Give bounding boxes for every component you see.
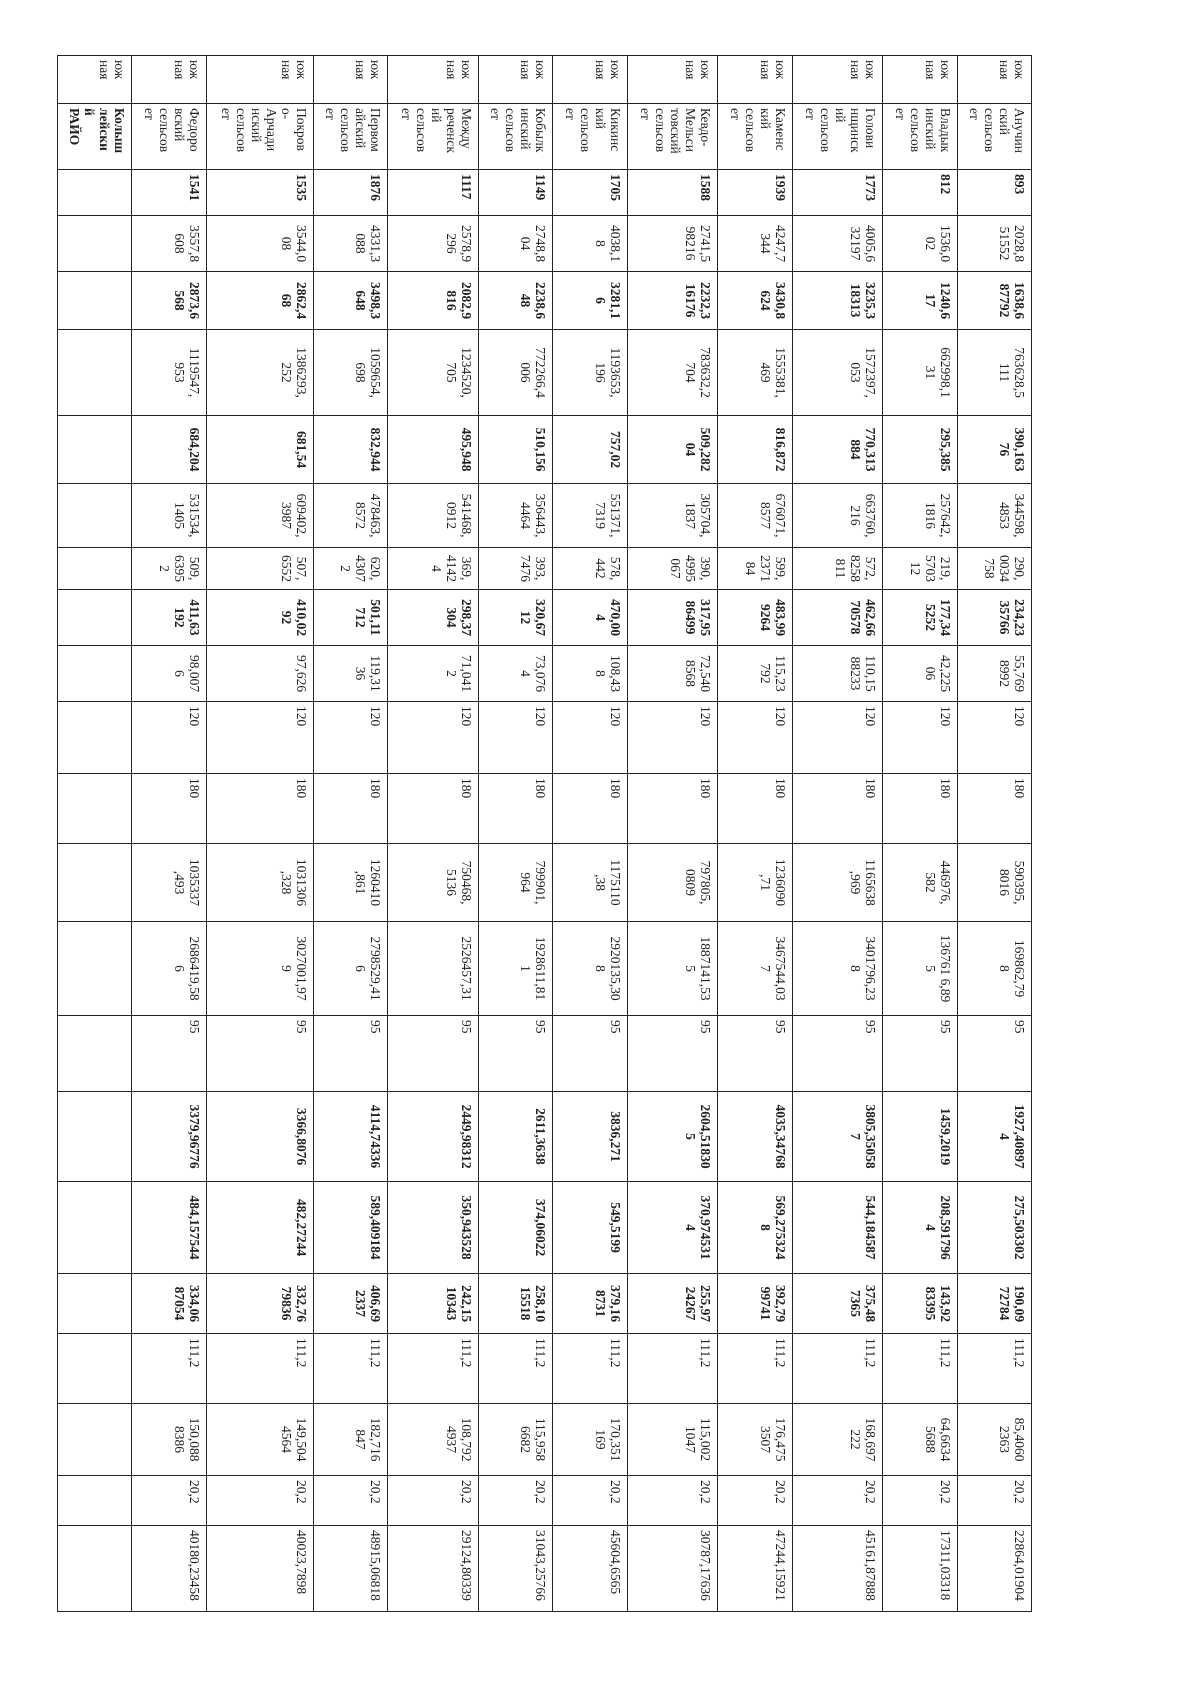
table-cell: 180 xyxy=(553,774,627,844)
table-cell: 111,2 xyxy=(792,1334,883,1404)
table-cell: 3836,271 xyxy=(553,1092,627,1182)
table-cell: 541468, 0912 xyxy=(388,484,479,548)
table-cell: 111,2 xyxy=(313,1334,387,1404)
table-cell: 255,97 24267 xyxy=(627,1274,718,1334)
table-cell: 1386293, 252 xyxy=(206,330,313,416)
table-cell: 501,11 712 xyxy=(313,590,387,646)
table-cell: 95 xyxy=(132,1016,206,1092)
table-cell: 111,2 xyxy=(553,1334,627,1404)
table-row xyxy=(206,56,313,1612)
table-cell: 71,041 2 xyxy=(388,646,479,702)
table-cell xyxy=(58,1526,132,1612)
table-cell: 3366,8076 xyxy=(206,1092,313,1182)
table-cell: юж ная xyxy=(313,56,387,104)
table-cell: 55,769 8992 xyxy=(957,646,1031,702)
table-cell: 410,02 92 xyxy=(206,590,313,646)
table-cell: 2449,98312 xyxy=(388,1092,479,1182)
table-cell: 180 xyxy=(313,774,387,844)
table-cell xyxy=(58,1404,132,1476)
table-cell: юж ная xyxy=(478,56,552,104)
table-cell: 484,157544 xyxy=(132,1182,206,1274)
table-cell: 180 xyxy=(132,774,206,844)
table-cell: юж ная xyxy=(553,56,627,104)
table-cell: юж ная xyxy=(388,56,479,104)
table-cell: 2232,3 16176 xyxy=(627,272,718,330)
table-cell: 1459,2019 xyxy=(883,1092,957,1182)
table-cell: 1928611,81 1 xyxy=(478,922,552,1016)
table-cell: 470,00 4 xyxy=(553,590,627,646)
table-cell: 111,2 xyxy=(132,1334,206,1404)
table-cell: 772266,4 006 xyxy=(478,330,552,416)
table-cell: 180 xyxy=(478,774,552,844)
data-table xyxy=(57,55,1032,1612)
table-cell: 1240,6 17 xyxy=(883,272,957,330)
table-cell: Владык инский сельсов ет xyxy=(883,104,957,170)
table-cell: 64,6634 5688 xyxy=(883,1404,957,1476)
table-cell xyxy=(58,1274,132,1334)
table-cell: 20,2 xyxy=(957,1476,1031,1526)
table-cell: 1035337 ,493 xyxy=(132,844,206,922)
table-cell: 812 xyxy=(883,170,957,216)
table-cell: 120 xyxy=(627,702,718,774)
table-row xyxy=(627,56,718,1612)
table-cell: 20,2 xyxy=(313,1476,387,1526)
table-cell: 390, 4995 067 xyxy=(627,548,718,590)
table-cell: Кевдо- Мельси товский сельсов ет xyxy=(627,104,718,170)
table-cell: 120 xyxy=(313,702,387,774)
table-cell xyxy=(58,1016,132,1092)
table-cell xyxy=(58,416,132,484)
table-cell: 446976, 582 xyxy=(883,844,957,922)
table-cell: 1535 xyxy=(206,170,313,216)
table-cell: 295,385 xyxy=(883,416,957,484)
table-cell: 3401796,23 8 xyxy=(792,922,883,1016)
table-cell: 1236090 ,71 xyxy=(718,844,792,922)
table-cell: 1119547, 953 xyxy=(132,330,206,416)
table-cell: 45161,87888 xyxy=(792,1526,883,1612)
table-cell: 95 xyxy=(313,1016,387,1092)
table-cell: Каменс кий сельсов ет xyxy=(718,104,792,170)
table-cell: 98,007 6 xyxy=(132,646,206,702)
table-cell: 257642, 1816 xyxy=(883,484,957,548)
table-cell xyxy=(58,484,132,548)
table-cell: 411,63 192 xyxy=(132,590,206,646)
table-cell: 370,974531 4 xyxy=(627,1182,718,1274)
table-cell: 763628,5 111 xyxy=(957,330,1031,416)
table-cell: 770,313 884 xyxy=(792,416,883,484)
table-cell: юж ная xyxy=(206,56,313,104)
table-cell: юж ная xyxy=(718,56,792,104)
table-cell: 219, 5703 12 xyxy=(883,548,957,590)
table-row xyxy=(957,56,1031,1612)
table-cell: 1773 xyxy=(792,170,883,216)
table-cell: 120 xyxy=(206,702,313,774)
table-cell: 334,06 87054 xyxy=(132,1274,206,1334)
table-cell: 406,69 2337 xyxy=(313,1274,387,1334)
table-cell: 3805,35058 7 xyxy=(792,1092,883,1182)
table-cell xyxy=(58,272,132,330)
table-cell: 3281,1 6 xyxy=(553,272,627,330)
table-cell: 110,15 88233 xyxy=(792,646,883,702)
table-cell: 589,409184 xyxy=(313,1182,387,1274)
table-cell: 20,2 xyxy=(206,1476,313,1526)
table-cell: 208,591796 4 xyxy=(883,1182,957,1274)
table-cell: 95 xyxy=(957,1016,1031,1092)
table-cell: 45604,6565 xyxy=(553,1526,627,1612)
table-cell: 95 xyxy=(792,1016,883,1092)
table-cell: 1927,40897 4 xyxy=(957,1092,1031,1182)
table-cell: 177,34 5252 xyxy=(883,590,957,646)
table-cell: 169862,79 8 xyxy=(957,922,1031,1016)
table-cell: 320,67 12 xyxy=(478,590,552,646)
table-cell: Кобылк инский сельсов ет xyxy=(478,104,552,170)
table-cell: 356443, 4464 xyxy=(478,484,552,548)
table-cell: 2028,8 51552 xyxy=(957,216,1031,272)
table-cell: 799901, 964 xyxy=(478,844,552,922)
table-cell: 344598, 4853 xyxy=(957,484,1031,548)
table-cell: 95 xyxy=(206,1016,313,1092)
table-cell: 136761 6,89 5 xyxy=(883,922,957,1016)
table-cell: 509,282 04 xyxy=(627,416,718,484)
table-cell: 20,2 xyxy=(553,1476,627,1526)
table-cell: 111,2 xyxy=(478,1334,552,1404)
table-cell: 1876 xyxy=(313,170,387,216)
table-cell: 190,09 72784 xyxy=(957,1274,1031,1334)
table-cell: 111,2 xyxy=(206,1334,313,1404)
table-cell xyxy=(58,170,132,216)
table-cell: 1175110 ,38 xyxy=(553,844,627,922)
table-cell: 48915,06818 xyxy=(313,1526,387,1612)
table-cell: 2611,3638 xyxy=(478,1092,552,1182)
table-cell: 832,944 xyxy=(313,416,387,484)
table-cell: 350,943528 xyxy=(388,1182,479,1274)
table-cell: 317,95 86499 xyxy=(627,590,718,646)
table-row xyxy=(478,56,552,1612)
table-cell: 180 xyxy=(718,774,792,844)
table-cell xyxy=(58,330,132,416)
table-cell: 182,716 847 xyxy=(313,1404,387,1476)
table-cell: 120 xyxy=(388,702,479,774)
table-cell: 2748,8 04 xyxy=(478,216,552,272)
table-cell: 2578,9 296 xyxy=(388,216,479,272)
table-cell: 97,626 xyxy=(206,646,313,702)
table-cell: 2873,6 568 xyxy=(132,272,206,330)
table-row xyxy=(388,56,479,1612)
table-cell xyxy=(58,844,132,922)
table-cell: 3498,3 648 xyxy=(313,272,387,330)
table-cell: 2604,51830 5 xyxy=(627,1092,718,1182)
table-cell: 3027001,97 9 xyxy=(206,922,313,1016)
table-cell: 1572397, 053 xyxy=(792,330,883,416)
table-cell: 143,92 83395 xyxy=(883,1274,957,1334)
table-cell: 1031306 ,328 xyxy=(206,844,313,922)
table-cell: 3379,96776 xyxy=(132,1092,206,1182)
table-cell: 757,02 xyxy=(553,416,627,484)
table-cell: 120 xyxy=(132,702,206,774)
table-cell: 108,43 8 xyxy=(553,646,627,702)
table-cell: 150,088 8386 xyxy=(132,1404,206,1476)
table-cell: 1149 xyxy=(478,170,552,216)
table-cell: 111,2 xyxy=(388,1334,479,1404)
table-cell: юж ная xyxy=(957,56,1031,104)
table-cell: 2920135,30 8 xyxy=(553,922,627,1016)
table-cell: 20,2 xyxy=(478,1476,552,1526)
table-cell: 95 xyxy=(627,1016,718,1092)
table-cell: 180 xyxy=(883,774,957,844)
table-cell: 507, 6552 xyxy=(206,548,313,590)
table-cell: 242,15 10343 xyxy=(388,1274,479,1334)
table-cell: 4038,1 8 xyxy=(553,216,627,272)
table-cell xyxy=(58,774,132,844)
table-cell: 115,23 792 xyxy=(718,646,792,702)
table-cell: 369, 4142 4 xyxy=(388,548,479,590)
table-cell: 1588 xyxy=(627,170,718,216)
table-cell: 3430,8 624 xyxy=(718,272,792,330)
table-cell: 590395, 8016 xyxy=(957,844,1031,922)
table-cell: 111,2 xyxy=(627,1334,718,1404)
table-cell: 332,76 79836 xyxy=(206,1274,313,1334)
table-cell: 95 xyxy=(883,1016,957,1092)
table-row xyxy=(58,56,132,1612)
table-cell xyxy=(58,1182,132,1274)
table-cell: 298,37 304 xyxy=(388,590,479,646)
table-cell: 120 xyxy=(478,702,552,774)
table-cell: 120 xyxy=(718,702,792,774)
table-cell: 4005,6 32197 xyxy=(792,216,883,272)
table-cell: 478463, 8572 xyxy=(313,484,387,548)
table-cell: 2686419,58 6 xyxy=(132,922,206,1016)
table-cell: Голови нщинск ий сельсов ет xyxy=(792,104,883,170)
table-cell: 681,54 xyxy=(206,416,313,484)
table-cell: 275,503302 xyxy=(957,1182,1031,1274)
table-cell: 95 xyxy=(478,1016,552,1092)
table-body xyxy=(58,56,1032,1612)
table-cell: 115,958 6682 xyxy=(478,1404,552,1476)
table-cell: 1234520, 705 xyxy=(388,330,479,416)
table-cell xyxy=(58,216,132,272)
table-cell: 609402, 3987 xyxy=(206,484,313,548)
table-cell: 4247,7 344 xyxy=(718,216,792,272)
table-cell: 2798529,41 6 xyxy=(313,922,387,1016)
table-cell: 180 xyxy=(957,774,1031,844)
table-row xyxy=(313,56,387,1612)
table-cell: 662998,1 31 xyxy=(883,330,957,416)
table-cell: 20,2 xyxy=(388,1476,479,1526)
table-cell: 17311,03318 xyxy=(883,1526,957,1612)
table-cell: 509, 6395 2 xyxy=(132,548,206,590)
table-cell: Между реченск ий сельсов ет xyxy=(388,104,479,170)
table-cell: 290, 0034 758 xyxy=(957,548,1031,590)
table-cell: 684,204 xyxy=(132,416,206,484)
table-cell: 390,163 76 xyxy=(957,416,1031,484)
table-cell: 4331,3 088 xyxy=(313,216,387,272)
rotated-document-page xyxy=(57,55,1032,1611)
table-cell: 676071, 8577 xyxy=(718,484,792,548)
table-row xyxy=(132,56,206,1612)
table-cell: 1193653, 196 xyxy=(553,330,627,416)
table-cell xyxy=(58,646,132,702)
table-cell: 482,27244 xyxy=(206,1182,313,1274)
table-cell: 1541 xyxy=(132,170,206,216)
table-cell: 1260410 ,861 xyxy=(313,844,387,922)
table-cell: 305704, 1837 xyxy=(627,484,718,548)
table-cell xyxy=(58,1334,132,1404)
table-cell: 95 xyxy=(388,1016,479,1092)
table-cell: 2238,6 48 xyxy=(478,272,552,330)
table-cell: 551371, 7319 xyxy=(553,484,627,548)
table-cell: 1705 xyxy=(553,170,627,216)
table-cell: юж ная xyxy=(627,56,718,104)
table-cell: Федоро вский сельсов ет xyxy=(132,104,206,170)
table-cell: юж ная xyxy=(58,56,132,104)
table-cell: 4035,34768 xyxy=(718,1092,792,1182)
table-cell: 72,540 8568 xyxy=(627,646,718,702)
table-cell: 120 xyxy=(792,702,883,774)
table-cell: 893 xyxy=(957,170,1031,216)
table-cell: юж ная xyxy=(883,56,957,104)
table-cell: 42,225 06 xyxy=(883,646,957,702)
table-cell: 2741,5 98216 xyxy=(627,216,718,272)
table-cell: 3557,8 608 xyxy=(132,216,206,272)
table-cell: 572, 8258 811 xyxy=(792,548,883,590)
table-cell: 73,076 4 xyxy=(478,646,552,702)
table-cell xyxy=(58,922,132,1016)
table-row xyxy=(718,56,792,1612)
table-cell: 120 xyxy=(957,702,1031,774)
table-row xyxy=(792,56,883,1612)
table-cell: 578, 442 xyxy=(553,548,627,590)
table-row xyxy=(883,56,957,1612)
table-cell: 108,792 4937 xyxy=(388,1404,479,1476)
table-cell: 95 xyxy=(718,1016,792,1092)
table-cell: 4114,74336 xyxy=(313,1092,387,1182)
table-cell: 176,475 3507 xyxy=(718,1404,792,1476)
table-cell: юж ная xyxy=(132,56,206,104)
table-cell: 149,504 4564 xyxy=(206,1404,313,1476)
table-cell: 1887141,53 5 xyxy=(627,922,718,1016)
table-cell: Первом айский сельсов ет xyxy=(313,104,387,170)
table-cell: 20,2 xyxy=(883,1476,957,1526)
table-cell: 1555381, 469 xyxy=(718,330,792,416)
table-cell: 3544,0 08 xyxy=(206,216,313,272)
table-cell: 379,16 8731 xyxy=(553,1274,627,1334)
table-cell: 120 xyxy=(883,702,957,774)
table-cell: 168,697 222 xyxy=(792,1404,883,1476)
table-cell: 1059654, 698 xyxy=(313,330,387,416)
table-cell: 31043,25766 xyxy=(478,1526,552,1612)
table-cell: 120 xyxy=(553,702,627,774)
table-cell: 620, 4307 2 xyxy=(313,548,387,590)
table-cell: 816,872 xyxy=(718,416,792,484)
table-cell: 180 xyxy=(388,774,479,844)
table-cell: 783632,2 704 xyxy=(627,330,718,416)
table-cell xyxy=(58,548,132,590)
table-cell: 462,66 70578 xyxy=(792,590,883,646)
table-cell: 40180,23458 xyxy=(132,1526,206,1612)
table-cell: Покров о- Арчади нский сельсов ет xyxy=(206,104,313,170)
table-cell: 40023,7898 xyxy=(206,1526,313,1612)
table-cell: 180 xyxy=(206,774,313,844)
table-cell: 111,2 xyxy=(883,1334,957,1404)
table-cell: 20,2 xyxy=(132,1476,206,1526)
table-cell: 3235,3 18313 xyxy=(792,272,883,330)
table-cell: 115,002 1047 xyxy=(627,1404,718,1476)
table-cell: 22864,01904 xyxy=(957,1526,1031,1612)
table-cell: 95 xyxy=(553,1016,627,1092)
table-cell: 3467544,03 7 xyxy=(718,922,792,1016)
table-cell: 531534, 1405 xyxy=(132,484,206,548)
table-cell: Анучин ский сельсов ет xyxy=(957,104,1031,170)
table-cell: юж ная xyxy=(792,56,883,104)
table-cell: 544,184587 xyxy=(792,1182,883,1274)
table-cell: 1939 xyxy=(718,170,792,216)
table-cell: 510,156 xyxy=(478,416,552,484)
table-cell: 599, 2371 84 xyxy=(718,548,792,590)
table-cell: Колыш лейски й РАЙО xyxy=(58,104,132,170)
table-cell: 495,948 xyxy=(388,416,479,484)
table-cell: 750468, 5136 xyxy=(388,844,479,922)
table-cell: 30787,17636 xyxy=(627,1526,718,1612)
table-cell: 111,2 xyxy=(718,1334,792,1404)
table-cell: 111,2 xyxy=(957,1334,1031,1404)
table-cell: 180 xyxy=(627,774,718,844)
table-cell: 392,79 99741 xyxy=(718,1274,792,1334)
table-cell: 20,2 xyxy=(718,1476,792,1526)
table-cell: 1117 xyxy=(388,170,479,216)
table-cell: 234,23 35766 xyxy=(957,590,1031,646)
table-cell: 258,10 15518 xyxy=(478,1274,552,1334)
table-cell: 375,48 7365 xyxy=(792,1274,883,1334)
table-cell: 20,2 xyxy=(792,1476,883,1526)
table-cell: 47244,15921 xyxy=(718,1526,792,1612)
table-cell: 797805, 0809 xyxy=(627,844,718,922)
table-cell: 1165638 ,969 xyxy=(792,844,883,922)
table-row xyxy=(553,56,627,1612)
table-cell xyxy=(58,1092,132,1182)
table-cell: 2082,9 816 xyxy=(388,272,479,330)
table-cell: 2862,4 68 xyxy=(206,272,313,330)
table-cell: 2526457,31 xyxy=(388,922,479,1016)
table-cell xyxy=(58,590,132,646)
table-cell: 1536,0 02 xyxy=(883,216,957,272)
table-cell: 85,4060 2363 xyxy=(957,1404,1031,1476)
table-cell xyxy=(58,1476,132,1526)
table-cell: 663760, 216 xyxy=(792,484,883,548)
table-cell: 119,31 36 xyxy=(313,646,387,702)
table-cell: 20,2 xyxy=(627,1476,718,1526)
table-cell xyxy=(58,702,132,774)
table-cell: 549,5199 xyxy=(553,1182,627,1274)
table-cell: Кикинс кий сельсов ет xyxy=(553,104,627,170)
table-cell: 170,351 169 xyxy=(553,1404,627,1476)
table-cell: 483,99 9264 xyxy=(718,590,792,646)
table-cell: 393, 7476 xyxy=(478,548,552,590)
table-cell: 569,275324 8 xyxy=(718,1182,792,1274)
table-cell: 29124,80339 xyxy=(388,1526,479,1612)
table-cell: 374,06022 xyxy=(478,1182,552,1274)
table-cell: 1638,6 87792 xyxy=(957,272,1031,330)
table-cell: 180 xyxy=(792,774,883,844)
